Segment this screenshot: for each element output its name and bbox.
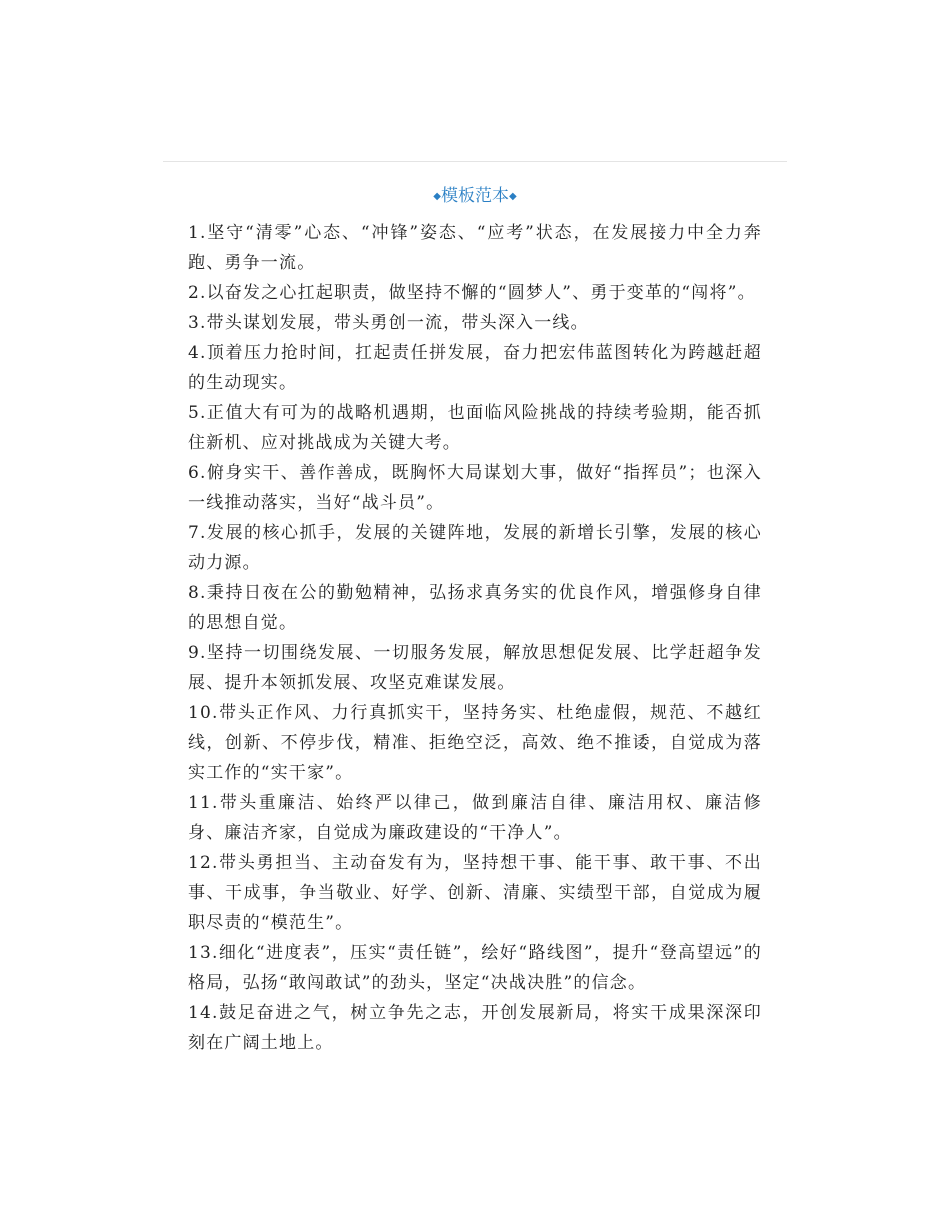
header-divider (163, 161, 787, 162)
paragraph-3: 3.带头谋划发展，带头勇创一流，带头深入一线。 (188, 313, 589, 333)
diamond-left-icon: ◆ (433, 191, 441, 202)
paragraph-13: 13.细化“进度表”，压实“责任链”，绘好“路线图”，提升“登高望远”的格局，弘扬“敢闯敢试”的劲头，坚定“决战决胜”的信念。 (188, 943, 762, 993)
document-title (163, 184, 787, 209)
paragraph-12: 12.带头勇担当、主动奋发有为，坚持想干事、能干事、敢干事、不出事、干成事，争当敬业、好学、创新、清廉、实绩型干部，自觉成为履职尽责的“模范生”。 (188, 853, 762, 933)
paragraph-11: 11.带头重廉洁、始终严以律己，做到廉洁自律、廉洁用权、廉洁修身、廉洁齐家，自觉成为廉政建设的“干净人”。 (188, 793, 762, 843)
paragraph-14: 14.鼓足奋进之气，树立争先之志，开创发展新局，将实干成果深深印刻在广阔土地上。 (188, 1003, 762, 1053)
paragraph-9: 9.坚持一切围绕发展、一切服务发展，解放思想促发展、比学赶超争发展、提升本领抓发展、攻坚克难谋发展。 (188, 643, 762, 693)
paragraph-1: 1.坚守“清零”心态、“冲锋”姿态、“应考”状态，在发展接力中全力奔跑、勇争一流。 (188, 223, 762, 273)
paragraph-10: 10.带头正作风、力行真抓实干，坚持务实、杜绝虚假，规范、不越红线，创新、不停步伐，精准、拒绝空泛，高效、绝不推诿，自觉成为落实工作的“实干家”。 (188, 703, 762, 783)
paragraph-2: 2.以奋发之心扛起职责，做坚持不懈的“圆梦人”、勇于变革的“闯将”。 (188, 283, 756, 303)
diamond-right-icon: ◆ (509, 191, 517, 202)
document-title-text: 模板范本 (441, 186, 509, 206)
paragraph-8: 8.秉持日夜在公的勤勉精神，弘扬求真务实的优良作风，增强修身自律的思想自觉。 (188, 583, 762, 633)
paragraph-4: 4.顶着压力抢时间，扛起责任拼发展，奋力把宏伟蓝图转化为跨越赶超的生动现实。 (188, 343, 762, 393)
paragraph-6: 6.俯身实干、善作善成，既胸怀大局谋划大事，做好“指挥员”；也深入一线推动落实，当好“战斗员”。 (188, 463, 762, 513)
document-body (188, 218, 762, 1058)
paragraph-5: 5.正值大有可为的战略机遇期，也面临风险挑战的持续考验期，能否抓住新机、应对挑战成为关键大考。 (188, 403, 762, 453)
paragraph-7: 7.发展的核心抓手，发展的关键阵地，发展的新增长引擎，发展的核心动力源。 (188, 523, 762, 573)
